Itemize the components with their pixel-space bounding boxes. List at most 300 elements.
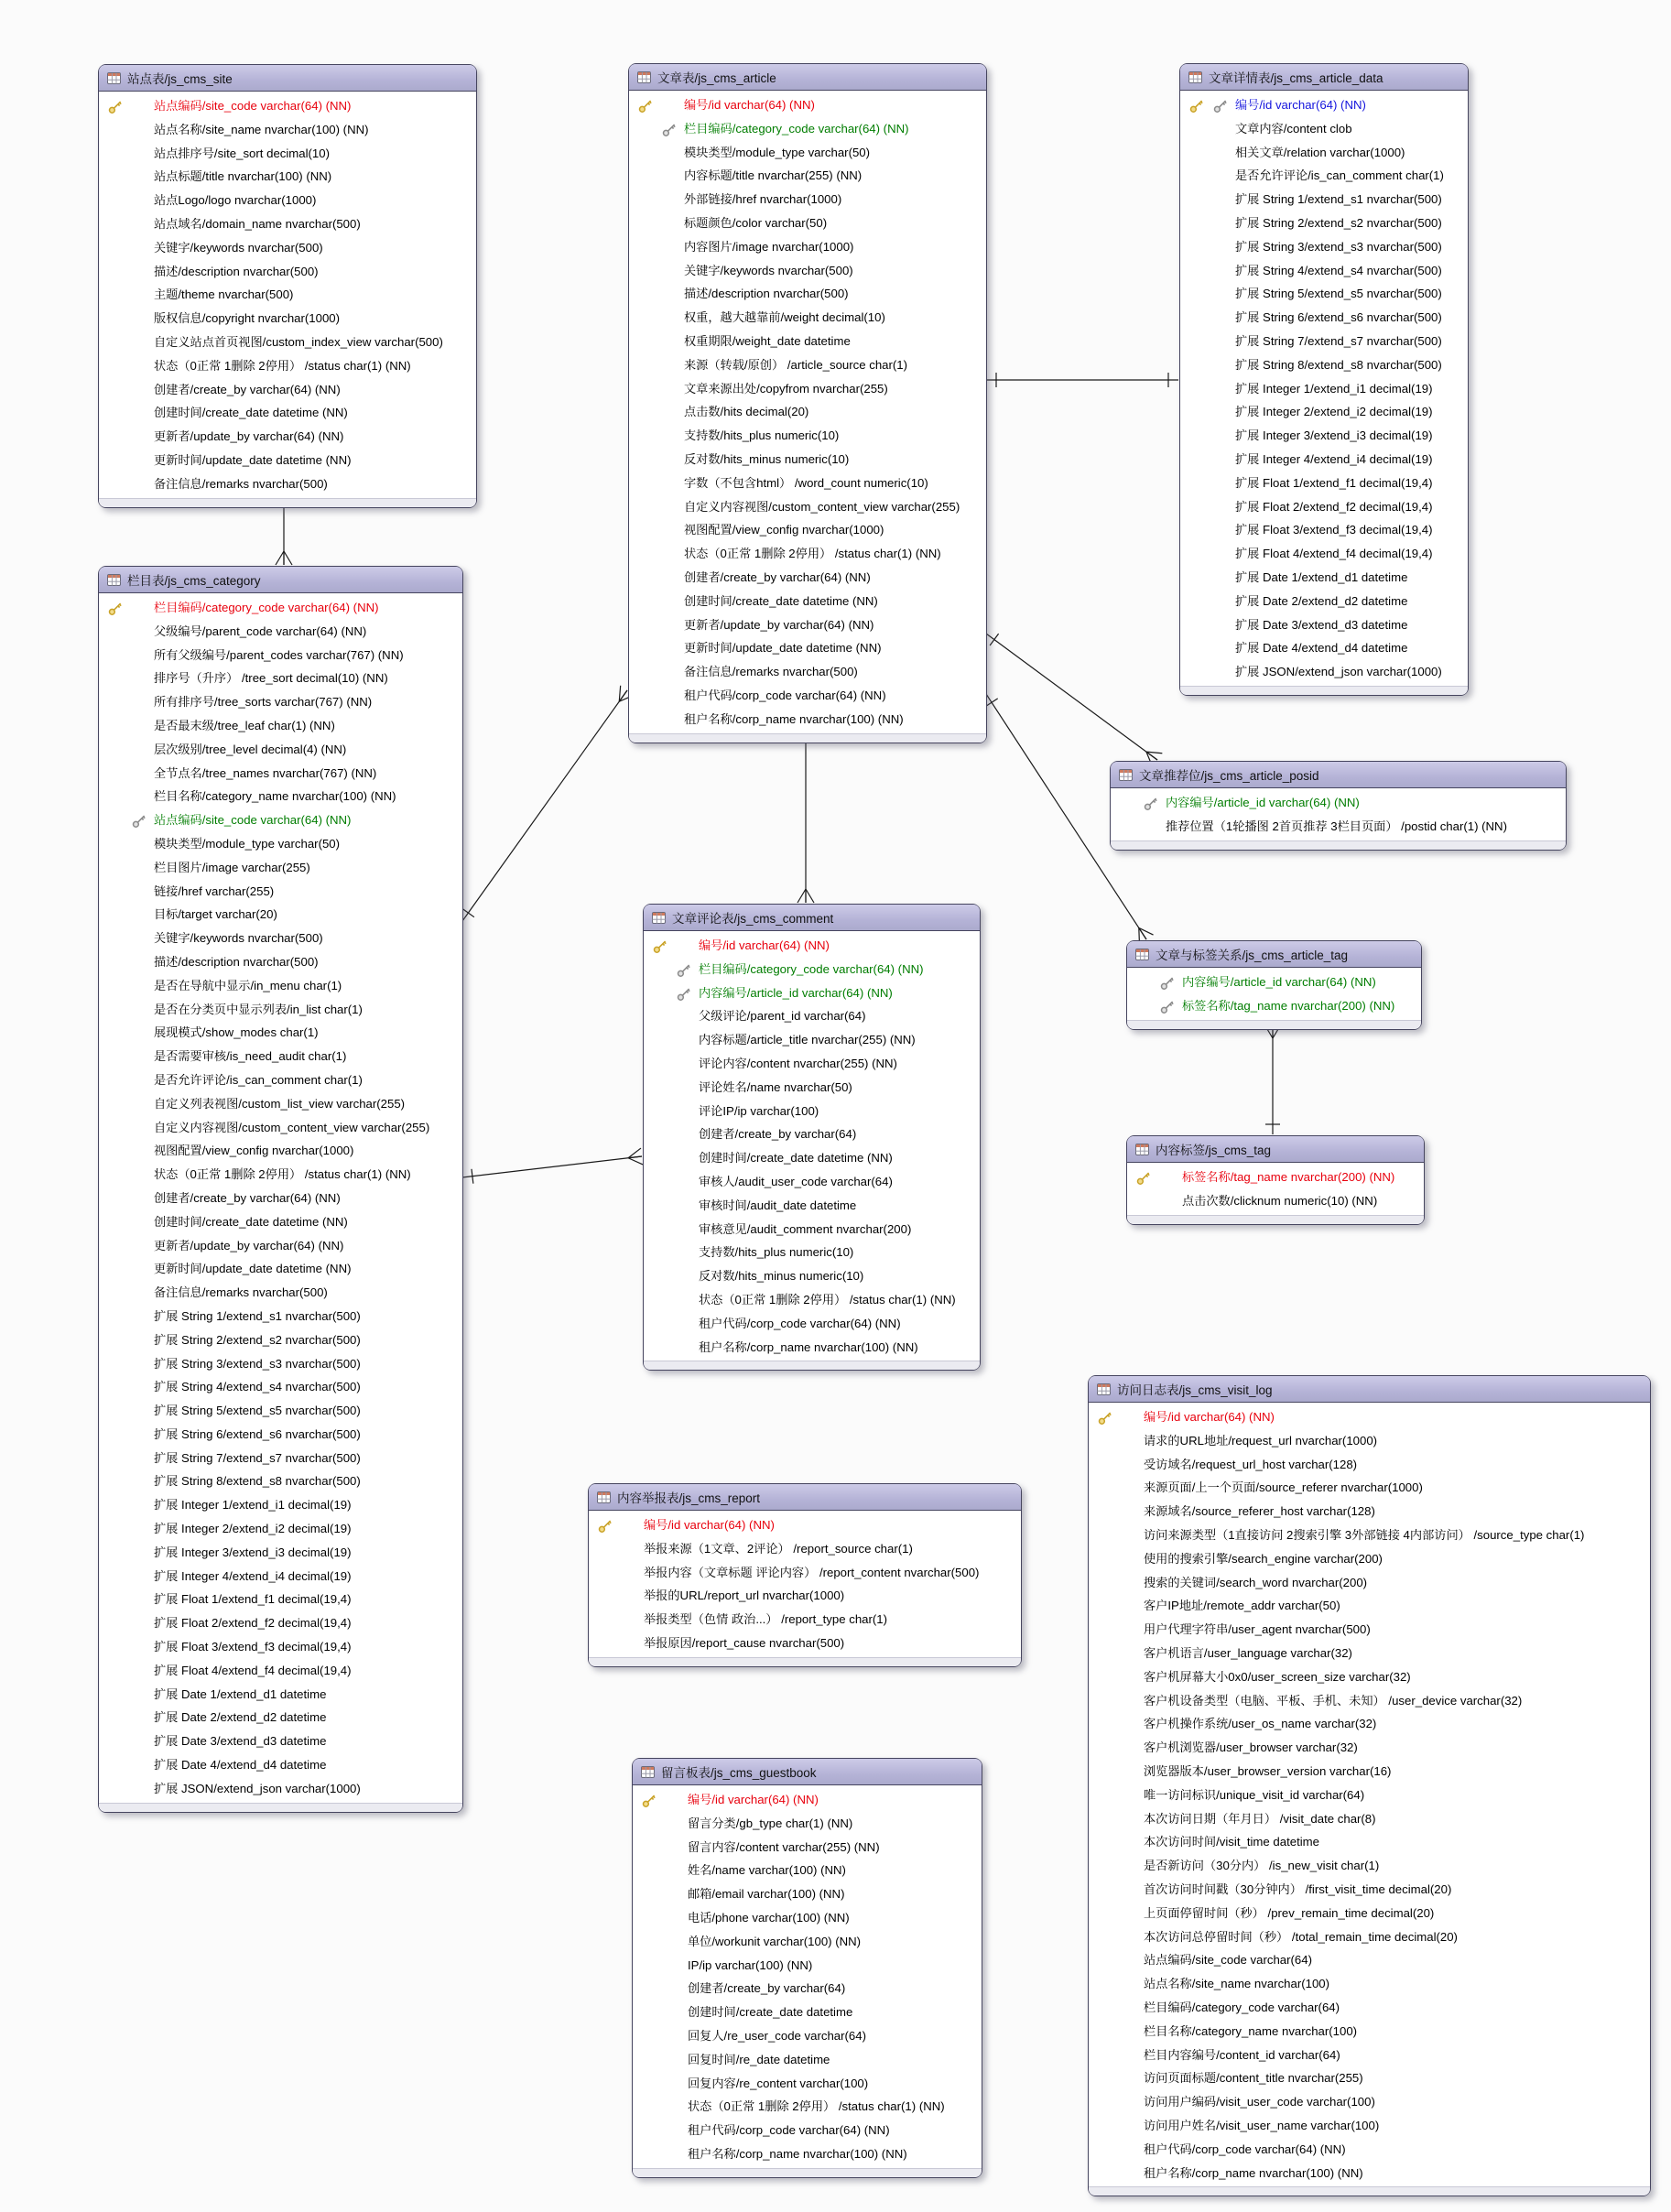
field-row xyxy=(1180,542,1468,566)
field-label: 栏目图片/image varchar(255) xyxy=(154,860,310,874)
field-row xyxy=(99,1469,462,1493)
field-row xyxy=(1089,1618,1650,1642)
field-label: 扩展 String 6/extend_s6 nvarchar(500) xyxy=(154,1426,361,1441)
table-header xyxy=(629,64,986,91)
primary-key-icon xyxy=(108,601,123,615)
field-row xyxy=(644,934,980,958)
field-label: 内容编号/article_id varchar(64) (NN) xyxy=(1182,975,1376,989)
field-row xyxy=(1180,353,1468,377)
field-row xyxy=(644,1100,980,1123)
field-label: 站点编码/site_code varchar(64) (NN) xyxy=(154,99,352,113)
field-label: 是否允许评论/is_can_comment char(1) xyxy=(154,1072,363,1087)
field-row xyxy=(1089,1784,1650,1807)
field-label: 外部链接/href nvarchar(1000) xyxy=(684,192,842,207)
field-row xyxy=(1180,330,1468,353)
field-row xyxy=(99,880,462,904)
field-row xyxy=(1089,1854,1650,1878)
foreign-key-icon xyxy=(677,962,691,977)
field-label: 视图配置/view_config nvarchar(1000) xyxy=(154,1144,354,1158)
field-label: 扩展 Integer 1/extend_i1 decimal(19) xyxy=(1235,381,1433,396)
table-footer-strip xyxy=(644,1361,980,1370)
field-row xyxy=(1089,1571,1650,1595)
field-row xyxy=(99,738,462,762)
table-icon xyxy=(1188,71,1202,83)
field-label: 点击次数/clicknum numeric(10) (NN) xyxy=(1182,1193,1378,1208)
field-row xyxy=(633,1788,982,1812)
field-label: 扩展 Date 4/extend_d4 datetime xyxy=(1235,641,1408,656)
field-label: 扩展 Float 2/extend_f2 decimal(19,4) xyxy=(154,1616,352,1631)
field-label: 回复内容/re_content varchar(100) xyxy=(688,2076,869,2090)
field-row xyxy=(1089,1807,1650,1831)
field-label: 回复人/re_user_code varchar(64) xyxy=(688,2028,866,2043)
field-row xyxy=(99,620,462,644)
table-fields xyxy=(629,91,986,733)
field-row xyxy=(644,1218,980,1242)
field-row xyxy=(629,377,986,401)
field-row xyxy=(99,1139,462,1163)
field-row xyxy=(99,714,462,738)
field-row xyxy=(644,1028,980,1052)
field-row xyxy=(633,2048,982,2072)
field-row xyxy=(1089,1523,1650,1547)
foreign-key-icon xyxy=(677,986,691,1001)
field-row xyxy=(1180,141,1468,165)
field-row xyxy=(633,1977,982,2001)
field-row xyxy=(1089,1476,1650,1500)
primary-key-icon xyxy=(653,938,667,953)
field-row xyxy=(99,1305,462,1328)
field-label: 单位/workunit varchar(100) (NN) xyxy=(688,1934,862,1948)
field-row xyxy=(99,1588,462,1611)
table-fields xyxy=(633,1785,982,2168)
field-label: 描述/description nvarchar(500) xyxy=(684,287,849,301)
field-row xyxy=(1180,259,1468,283)
field-label: 状态（0正常 1删除 2停用） /status char(1) (NN) xyxy=(684,547,941,561)
table-footer-strip xyxy=(1111,840,1566,850)
field-row xyxy=(633,2024,982,2048)
table-footer-strip xyxy=(1127,1215,1424,1224)
field-label: 站点编码/site_code varchar(64) (NN) xyxy=(154,813,352,828)
field-row xyxy=(629,164,986,188)
connector-category-article xyxy=(462,686,634,921)
field-label: 客户机设备类型（电脑、平板、手机、未知） /user_device varchar(32) xyxy=(1144,1693,1523,1708)
field-label: 扩展 Integer 3/extend_i3 decimal(19) xyxy=(154,1545,352,1559)
field-row xyxy=(1180,282,1468,306)
field-label: 访问页面标题/content_title nvarchar(255) xyxy=(1144,2071,1363,2086)
field-row xyxy=(1089,1925,1650,1949)
field-label: 租户代码/corp_code varchar(64) (NN) xyxy=(1144,2142,1346,2156)
field-row xyxy=(629,330,986,353)
field-row xyxy=(99,1210,462,1234)
table-icon xyxy=(107,72,121,84)
field-label: 编号/id varchar(64) (NN) xyxy=(684,98,815,112)
field-label: 举报类型（色情 政治...） /report_type char(1) xyxy=(644,1612,888,1627)
field-label: 更新时间/update_date datetime (NN) xyxy=(154,1262,352,1276)
field-label: 扩展 String 3/extend_s3 nvarchar(500) xyxy=(1235,239,1442,254)
foreign-key-icon xyxy=(1213,98,1228,113)
field-row xyxy=(1180,448,1468,472)
field-label: 权重，越大越靠前/weight decimal(10) xyxy=(684,310,885,325)
table-fields xyxy=(1127,968,1421,1020)
field-label: 搜索的关键词/search_word nvarchar(200) xyxy=(1144,1575,1368,1589)
field-row xyxy=(1089,2020,1650,2044)
field-row xyxy=(99,1257,462,1281)
table-title: 文章表/js_cms_article xyxy=(657,71,776,85)
table-fields xyxy=(99,593,462,1803)
field-label: 租户代码/corp_code varchar(64) (NN) xyxy=(688,2123,890,2138)
field-label: 客户机操作系统/user_os_name varchar(32) xyxy=(1144,1717,1377,1731)
table-title: 文章推荐位/js_cms_article_posid xyxy=(1139,769,1319,783)
field-row xyxy=(1111,815,1566,839)
connector-articletag-tag xyxy=(1264,1025,1281,1134)
field-label: 模块类型/module_type varchar(50) xyxy=(154,836,341,851)
field-label: 备注信息/remarks nvarchar(500) xyxy=(684,665,858,679)
field-label: 留言内容/content varchar(255) (NN) xyxy=(688,1839,880,1854)
field-label: 扩展 String 3/extend_s3 nvarchar(500) xyxy=(154,1356,361,1371)
field-row xyxy=(99,690,462,714)
table-title: 文章评论表/js_cms_comment xyxy=(672,912,834,926)
field-row xyxy=(629,495,986,519)
table-icon xyxy=(652,912,666,924)
field-row xyxy=(1127,1189,1424,1213)
field-row xyxy=(1180,211,1468,235)
field-row xyxy=(99,1683,462,1707)
field-row xyxy=(99,1493,462,1517)
field-label: 创建时间/create_date datetime (NN) xyxy=(154,406,348,420)
field-label: 支持数/hits_plus numeric(10) xyxy=(699,1245,854,1260)
primary-key-icon xyxy=(1136,1170,1151,1185)
table-header xyxy=(1127,941,1421,968)
field-label: 租户名称/corp_name nvarchar(100) (NN) xyxy=(1144,2165,1363,2180)
field-label: 扩展 Date 1/extend_d1 datetime xyxy=(154,1686,327,1701)
field-label: 扩展 String 7/extend_s7 nvarchar(500) xyxy=(154,1450,361,1465)
field-row xyxy=(1127,1166,1424,1189)
field-label: 浏览器版本/user_browser_version varchar(16) xyxy=(1144,1763,1392,1778)
table-header xyxy=(99,65,476,92)
field-label: 扩展 Float 3/extend_f3 decimal(19,4) xyxy=(154,1640,352,1654)
field-row xyxy=(1180,424,1468,448)
foreign-key-icon xyxy=(132,813,146,828)
field-row xyxy=(589,1584,1021,1608)
primary-key-icon xyxy=(638,98,653,113)
field-label: 编号/id varchar(64) (NN) xyxy=(699,938,830,952)
field-label: 扩展 Integer 3/extend_i3 decimal(19) xyxy=(1235,428,1433,443)
field-label: 扩展 Date 4/extend_d4 datetime xyxy=(154,1758,327,1773)
field-label: 自定义内容视图/custom_content_view varchar(255) xyxy=(154,1120,430,1134)
field-row xyxy=(99,1045,462,1068)
field-label: 扩展 JSON/extend_json varchar(1000) xyxy=(1235,665,1442,679)
table-card-js_cms_site[interactable] xyxy=(98,64,477,508)
primary-key-icon xyxy=(642,1793,656,1807)
table-footer-strip xyxy=(589,1657,1021,1666)
table-title: 内容标签/js_cms_tag xyxy=(1156,1144,1272,1157)
field-label: 租户名称/corp_name nvarchar(100) (NN) xyxy=(684,711,904,726)
field-label: 邮箱/email varchar(100) (NN) xyxy=(688,1887,845,1902)
field-row xyxy=(1089,1712,1650,1736)
field-row xyxy=(633,1812,982,1836)
field-label: 访问用户姓名/visit_user_name varchar(100) xyxy=(1144,2118,1380,2132)
field-label: 回复时间/re_date datetime xyxy=(688,2052,830,2066)
table-card-js_cms_visit_log[interactable] xyxy=(1088,1375,1651,2196)
field-label: 标签名称/tag_name nvarchar(200) (NN) xyxy=(1182,1170,1395,1184)
field-label: 点击数/hits decimal(20) xyxy=(684,405,809,419)
field-label: 是否新访问（30分内） /is_new_visit char(1) xyxy=(1144,1859,1380,1873)
table-header xyxy=(1180,64,1468,91)
table-footer-strip xyxy=(99,1803,462,1812)
field-label: 扩展 Float 4/extend_f4 decimal(19,4) xyxy=(154,1663,352,1677)
field-row xyxy=(1180,377,1468,401)
field-label: 站点排序号/site_sort decimal(10) xyxy=(154,146,330,160)
field-row xyxy=(1089,2066,1650,2090)
field-label: 举报内容（文章标题 评论内容） /report_content nvarchar(500) xyxy=(644,1565,980,1579)
field-label: 备注信息/remarks nvarchar(500) xyxy=(154,476,328,491)
primary-key-icon xyxy=(598,1518,613,1533)
field-label: 扩展 String 5/extend_s5 nvarchar(500) xyxy=(1235,287,1442,301)
table-icon xyxy=(1135,1144,1149,1155)
field-row xyxy=(99,189,476,212)
field-row xyxy=(99,1328,462,1352)
field-label: 举报原因/report_cause nvarchar(500) xyxy=(644,1635,845,1650)
field-row xyxy=(1089,1453,1650,1477)
table-header xyxy=(1127,1136,1424,1163)
table-icon xyxy=(597,1491,611,1503)
field-row xyxy=(629,542,986,566)
field-row xyxy=(99,1116,462,1140)
field-row xyxy=(633,1930,982,1954)
field-label: 创建者/create_by varchar(64) (NN) xyxy=(154,1190,341,1205)
field-label: 编号/id varchar(64) (NN) xyxy=(688,1793,819,1806)
field-label: 本次访问总停留时间（秒） /total_remain_time decimal(20) xyxy=(1144,1929,1458,1944)
table-card-js_cms_article_tag[interactable] xyxy=(1126,940,1422,1030)
field-row xyxy=(629,424,986,448)
field-label: 栏目名称/category_name nvarchar(100) xyxy=(1144,2023,1358,2038)
field-row xyxy=(1089,1500,1650,1523)
field-label: 扩展 Date 2/extend_d2 datetime xyxy=(154,1710,327,1725)
table-card-js_cms_tag[interactable] xyxy=(1126,1135,1425,1225)
table-footer-strip xyxy=(1089,2186,1650,2196)
field-row xyxy=(99,1399,462,1423)
field-label: 状态（0正常 1删除 2停用） /status char(1) (NN) xyxy=(154,1167,411,1182)
table-icon xyxy=(641,1766,655,1778)
field-row xyxy=(1180,566,1468,590)
field-row xyxy=(1089,1736,1650,1760)
field-row xyxy=(644,1146,980,1170)
field-row xyxy=(99,1187,462,1210)
field-row xyxy=(1111,791,1566,815)
table-title: 内容举报表/js_cms_report xyxy=(617,1491,761,1505)
field-row xyxy=(1089,1878,1650,1902)
field-label: 扩展 Integer 4/extend_i4 decimal(19) xyxy=(1235,451,1433,466)
field-row xyxy=(99,998,462,1022)
field-row xyxy=(589,1608,1021,1632)
field-row xyxy=(1180,400,1468,424)
field-row xyxy=(629,141,986,165)
field-label: 扩展 String 2/extend_s2 nvarchar(500) xyxy=(154,1332,361,1347)
field-label: 字数（不包含html） /word_count numeric(10) xyxy=(684,475,928,490)
table-title: 文章详情表/js_cms_article_data xyxy=(1209,71,1383,85)
field-row xyxy=(1180,188,1468,211)
field-row xyxy=(99,260,476,284)
field-label: 电话/phone varchar(100) (NN) xyxy=(688,1910,850,1925)
field-label: 首次访问时间戳（30分钟内） /first_visit_time decimal(20) xyxy=(1144,1881,1452,1896)
table-title: 站点表/js_cms_site xyxy=(127,72,233,86)
field-row xyxy=(1089,2044,1650,2067)
field-row xyxy=(644,1052,980,1076)
field-label: 反对数/hits_minus numeric(10) xyxy=(684,451,850,466)
field-label: 状态（0正常 1删除 2停用） /status char(1) (NN) xyxy=(154,358,411,373)
field-label: 备注信息/remarks nvarchar(500) xyxy=(154,1285,328,1300)
field-label: 关键字/keywords nvarchar(500) xyxy=(684,263,853,277)
field-label: 审核意见/audit_comment nvarchar(200) xyxy=(699,1221,912,1236)
field-row xyxy=(629,448,986,472)
field-label: 扩展 Integer 2/extend_i2 decimal(19) xyxy=(1235,405,1433,419)
field-label: 是否在分类页中显示列表/in_list char(1) xyxy=(154,1002,363,1016)
primary-key-icon xyxy=(1189,98,1204,113)
field-row xyxy=(644,1122,980,1146)
field-label: 栏目内容编号/content_id varchar(64) xyxy=(1144,2047,1340,2062)
table-footer-strip xyxy=(633,2168,982,2177)
field-label: 访问来源类型（1直接访问 2搜索引擎 3外部链接 4内部访问） /source_type char(1) xyxy=(1144,1527,1585,1542)
table-fields xyxy=(1111,788,1566,840)
field-label: 标题颜色/color varchar(50) xyxy=(684,215,828,230)
field-row xyxy=(629,188,986,211)
table-card-js_cms_category[interactable] xyxy=(98,566,463,1813)
field-label: 客户IP地址/remote_addr varchar(50) xyxy=(1144,1599,1340,1613)
field-row xyxy=(1180,93,1468,117)
field-label: 扩展 Float 3/extend_f3 decimal(19,4) xyxy=(1235,523,1433,537)
field-row xyxy=(1089,1689,1650,1713)
field-label: 站点编码/site_code varchar(64) xyxy=(1144,1953,1312,1968)
field-label: 扩展 Date 3/extend_d3 datetime xyxy=(1235,617,1408,632)
field-row xyxy=(99,762,462,786)
field-row xyxy=(99,1021,462,1045)
field-label: 客户机语言/user_language varchar(32) xyxy=(1144,1645,1352,1660)
table-fields xyxy=(99,92,476,498)
field-row xyxy=(99,1753,462,1777)
field-row xyxy=(589,1561,1021,1585)
field-label: 唯一访问标识/unique_visit_id varchar(64) xyxy=(1144,1787,1365,1802)
field-row xyxy=(629,708,986,732)
field-row xyxy=(644,1004,980,1028)
field-label: 文章来源出处/copyfrom nvarchar(255) xyxy=(684,381,888,396)
field-row xyxy=(629,282,986,306)
field-row xyxy=(633,2119,982,2142)
table-card-js_cms_comment[interactable] xyxy=(643,904,981,1371)
field-row xyxy=(1180,472,1468,495)
field-row xyxy=(99,1163,462,1187)
field-label: 本次访问时间/visit_time datetime xyxy=(1144,1835,1319,1849)
field-row xyxy=(644,1170,980,1194)
field-row xyxy=(99,1281,462,1305)
field-row xyxy=(633,1954,982,1978)
field-row xyxy=(629,518,986,542)
table-footer-strip xyxy=(1180,686,1468,695)
field-row xyxy=(589,1513,1021,1537)
field-label: 扩展 Date 3/extend_d3 datetime xyxy=(154,1734,327,1749)
table-card-js_cms_guestbook[interactable] xyxy=(632,1758,982,2178)
field-row xyxy=(99,927,462,950)
field-label: 扩展 String 7/extend_s7 nvarchar(500) xyxy=(1235,333,1442,348)
field-row xyxy=(633,1882,982,1906)
field-label: 客户机浏览器/user_browser varchar(32) xyxy=(1144,1740,1358,1755)
table-footer-strip xyxy=(629,733,986,743)
field-label: 客户机屏幕大小0x0/user_screen_size varchar(32) xyxy=(1144,1669,1411,1684)
table-card-js_cms_article_data[interactable] xyxy=(1179,63,1469,696)
field-row xyxy=(1089,1830,1650,1854)
field-label: 更新者/update_by varchar(64) (NN) xyxy=(154,1238,344,1252)
field-row xyxy=(1089,2090,1650,2114)
table-card-js_cms_article_posid[interactable] xyxy=(1110,761,1567,851)
field-label: 租户名称/corp_name nvarchar(100) (NN) xyxy=(699,1339,918,1354)
field-row xyxy=(629,636,986,660)
field-label: 扩展 Float 1/extend_f1 decimal(19,4) xyxy=(154,1592,352,1607)
field-row xyxy=(1180,518,1468,542)
field-label: 主题/theme nvarchar(500) xyxy=(154,287,294,302)
table-fields xyxy=(1089,1403,1650,2186)
field-label: 上页面停留时间（秒） /prev_remain_time decimal(20) xyxy=(1144,1905,1435,1920)
field-row xyxy=(1180,495,1468,519)
field-row xyxy=(629,353,986,377)
field-label: 扩展 String 4/extend_s4 nvarchar(500) xyxy=(1235,263,1442,277)
field-label: 创建者/create_by varchar(64) xyxy=(688,1981,846,1996)
field-label: 内容标题/title nvarchar(255) (NN) xyxy=(684,168,863,183)
field-row xyxy=(589,1537,1021,1561)
field-row xyxy=(99,785,462,808)
field-label: 举报来源（1文章、2评论） /report_source char(1) xyxy=(644,1541,913,1556)
field-row xyxy=(1089,2114,1650,2138)
field-label: 链接/href varchar(255) xyxy=(154,884,275,898)
field-label: 所有父级编号/parent_codes varchar(767) (NN) xyxy=(154,647,404,662)
field-row xyxy=(629,117,986,141)
primary-key-icon xyxy=(1098,1410,1112,1425)
table-icon xyxy=(1119,769,1133,781)
field-row xyxy=(99,1635,462,1659)
field-label: 扩展 Integer 1/extend_i1 decimal(19) xyxy=(154,1498,352,1513)
field-label: 创建者/create_by varchar(64) (NN) xyxy=(154,382,341,396)
field-label: 扩展 Date 1/extend_d1 datetime xyxy=(1235,569,1408,584)
table-card-js_cms_article[interactable] xyxy=(628,63,987,743)
field-row xyxy=(99,472,476,496)
field-label: 租户名称/corp_name nvarchar(100) (NN) xyxy=(688,2146,907,2161)
field-row xyxy=(1089,1642,1650,1665)
field-label: 本次访问日期（年月日） /visit_date char(8) xyxy=(1144,1811,1376,1826)
field-row xyxy=(99,212,476,236)
field-label: 创建时间/create_date datetime (NN) xyxy=(154,1214,348,1229)
connector-article-posid xyxy=(986,634,1162,766)
field-label: 编号/id varchar(64) (NN) xyxy=(644,1518,775,1532)
field-label: 扩展 String 1/extend_s1 nvarchar(500) xyxy=(1235,192,1442,207)
table-card-js_cms_report[interactable] xyxy=(588,1483,1022,1667)
field-label: 创建时间/create_date datetime (NN) xyxy=(684,593,878,608)
field-row xyxy=(644,1312,980,1336)
field-label: 内容编号/article_id varchar(64) (NN) xyxy=(1166,796,1360,809)
field-row xyxy=(99,1565,462,1589)
table-header xyxy=(633,1759,982,1785)
field-label: 来源页面/上一个页面/source_referer nvarchar(1000) xyxy=(1144,1480,1423,1495)
field-label: 来源（转载/原创） /article_source char(1) xyxy=(684,357,908,372)
field-label: 父级编号/parent_code varchar(64) (NN) xyxy=(154,623,367,638)
field-row xyxy=(1180,117,1468,141)
field-row xyxy=(1089,1405,1650,1429)
table-title: 栏目表/js_cms_category xyxy=(127,574,261,588)
field-label: 关键字/keywords nvarchar(500) xyxy=(154,240,323,255)
field-row xyxy=(1089,1547,1650,1571)
field-row xyxy=(644,1336,980,1360)
field-label: 租户代码/corp_code varchar(64) (NN) xyxy=(699,1316,901,1330)
field-label: 描述/description nvarchar(500) xyxy=(154,264,319,278)
field-row xyxy=(629,472,986,495)
field-label: 受访域名/request_url_host varchar(128) xyxy=(1144,1457,1358,1471)
